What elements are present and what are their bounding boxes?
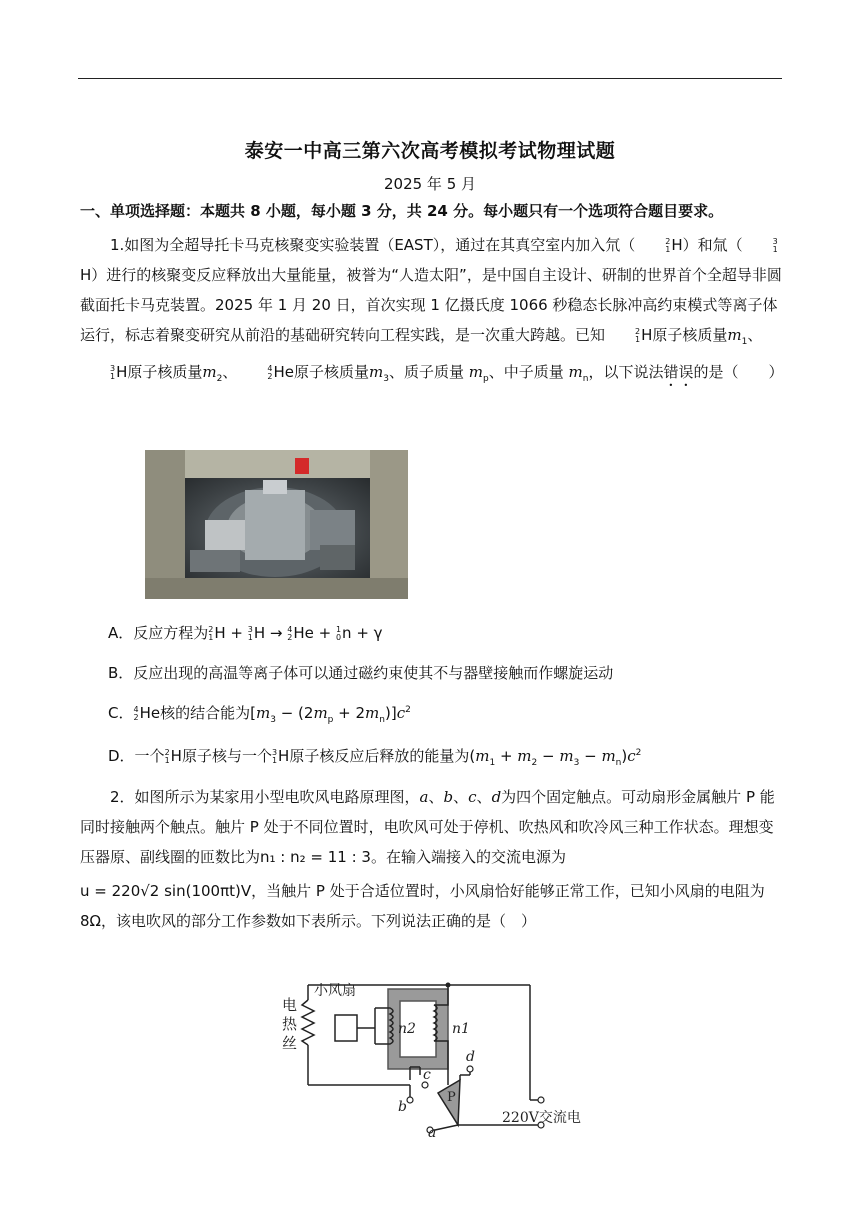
- option-1a: A．反应方程为 2 1 H + 3 1 H → 4 2 He + 1 0 n + γ: [108, 624, 383, 642]
- circuit-diagram: [280, 975, 610, 1145]
- n2-label: n2: [398, 1021, 416, 1037]
- contact-d: d: [466, 1049, 475, 1065]
- exam-date: 2025 年 5 月: [383, 175, 477, 193]
- option-1c: C． 4 2 He核的结合能为$[m_3 - (2m_p + 2m_n)]c^2$: [108, 704, 411, 725]
- east-device-photo: [145, 450, 408, 599]
- source-voltage: u = 220√2 sin(100πt)V: [80, 882, 252, 900]
- section-heading: 一、单项选择题：本题共 8 小题，每小题 3 分，共 24 分。每小题只有一个选项符合题目要求。: [80, 202, 724, 220]
- source-label: 220V交流电: [502, 1110, 581, 1126]
- fan-label: 小风扇: [314, 983, 356, 999]
- header-rule: [78, 78, 782, 79]
- heater-label-2: 热: [282, 1015, 298, 1033]
- turns-ratio: n₁ : n₂ = 11 : 3: [260, 848, 371, 866]
- question-1: 1.如图为全超导托卡马克核聚变实验装置（EAST），通过在其真空室内加入氘（ 2 1 H）和氚（ 3 1 H）进行的核聚变反应释放出大量能量，被誉为“人造太阳”，是中国自主设计、研制的世界首个全超导非圆截面托卡马克装置。2025 年 1 月 20 日，首次实现 1 亿摄氏度 1066 秒稳态长脉冲高约束模式等离子体运行，标志着聚变研究从前沿的基础研究转向工程实践，是一次重大跨越。已知 2 1 H原子核质量$m_1$、 3 1 H原子核质量$m_2$、 4 2 He原子核质量$m_3$、质子质量 $m_p$、中子质量 $m_n$，以下说法错误的是（ ）: [80, 236, 784, 384]
- fan-resistance: 8Ω: [80, 912, 102, 930]
- page-title: 泰安一中高三第六次高考模拟考试物理试题: [244, 140, 616, 162]
- n1-label: n1: [452, 1021, 470, 1037]
- contact-c: c: [423, 1067, 431, 1083]
- p-label: P: [447, 1090, 456, 1105]
- contact-b: b: [398, 1099, 407, 1115]
- option-1b: B．反应出现的高温等离子体可以通过磁约束使其不与器壁接触而作螺旋运动: [108, 664, 614, 682]
- option-1d: D．一个 2 1 H原子核与一个 3 1 H原子核反应后释放的能量为$(m_1 + m_2 - m_3 - m_n)c^2$: [108, 747, 642, 768]
- contact-a: a: [428, 1125, 437, 1141]
- emphasis-wrong: 错误: [663, 363, 694, 381]
- question-2: 2．如图所示为某家用小型电吹风电路原理图，a、b、c、d为四个固定触点。可动扇形金属触片 P 能同时接触两个触点。触片 P 处于不同位置时，电吹风可处于停机、吹热风和吹冷风三种工作状态。理想变压器原、副线圈的匝数比为n₁ : n₂ = 11 : 3。在输入端接入的交流电源为 u = 220√2 sin(100πt)V，当触片 P 处于合适位置时，小风扇恰好能够正常工作，已知小风扇的电阻为8Ω，该电吹风的部分工作参数如下表所示。下列说法正确的是（ ）: [80, 788, 775, 930]
- heater-label-3: 丝: [282, 1034, 298, 1052]
- heater-label-1: 电: [282, 996, 298, 1014]
